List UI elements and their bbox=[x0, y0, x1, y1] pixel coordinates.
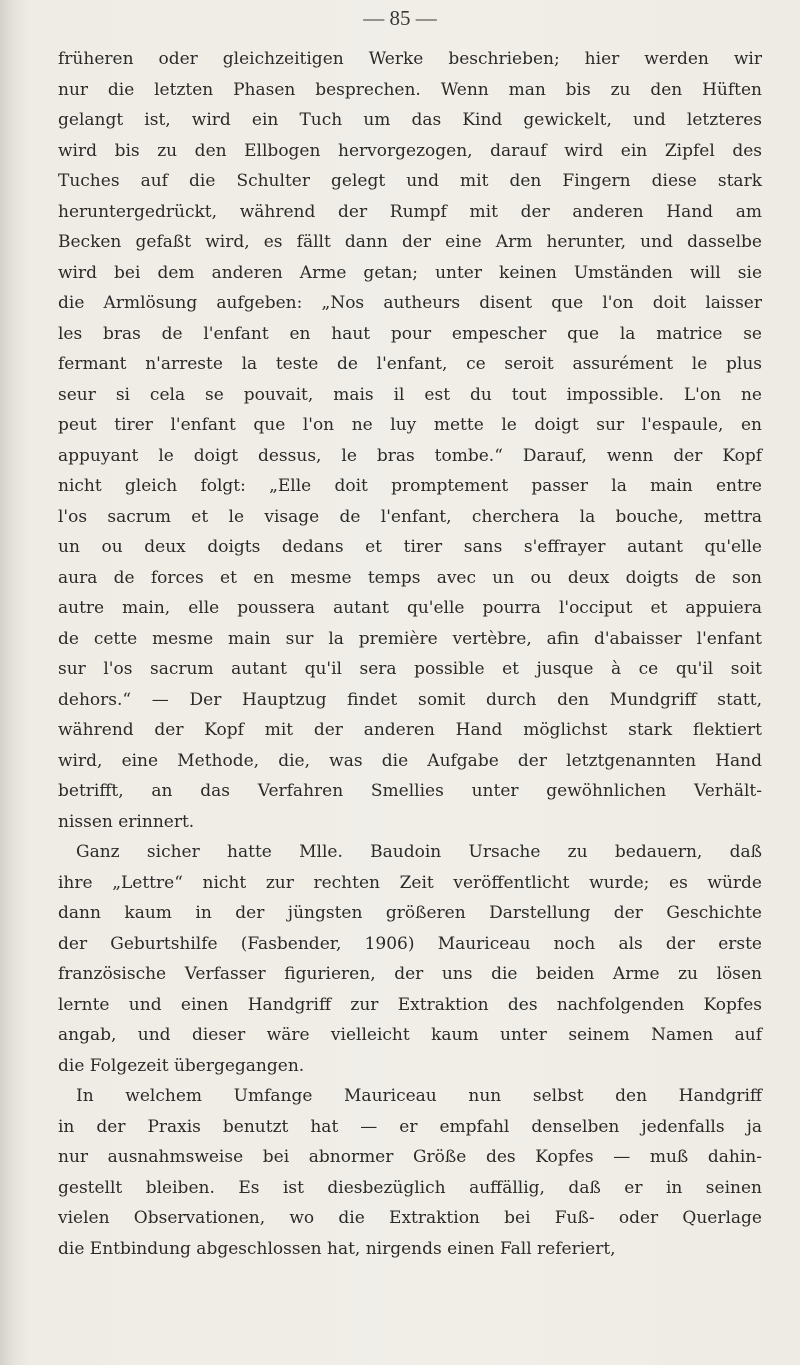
text-line: heruntergedrückt, während der Rumpf mit der anderen Hand am bbox=[58, 201, 762, 222]
text-line: gelangt ist, wird ein Tuch um das Kind gewickelt, und letzteres bbox=[58, 110, 762, 130]
text-line: in der Praxis benutzt hat — er empfahl denselben jedenfalls ja bbox=[58, 1116, 762, 1137]
text-line: betrifft, an das Verfahren Smellies unter gewöhnlichen Verhält- bbox=[58, 781, 762, 801]
text-line: les bras de l'enfant en haut pour empescher que la matrice se bbox=[58, 323, 762, 344]
text-line: wird bis zu den Ellbogen hervorgezogen, darauf wird ein Zipfel des bbox=[58, 140, 762, 161]
text-line: vielen Observationen, wo die Extraktion bei Fuß- oder Querlage bbox=[58, 1208, 762, 1228]
text-line: die Entbindung abgeschlossen hat, nirgends einen Fall referiert, bbox=[58, 1238, 616, 1259]
text-line: aura de forces et en mesme temps avec un ou deux doigts de son bbox=[58, 567, 762, 588]
text-line: peut tirer l'enfant que l'on ne luy mette le doigt sur l'espaule, en bbox=[58, 415, 762, 435]
text-line: gestellt bleiben. Es ist diesbezüglich auffällig, daß er in seinen bbox=[58, 1177, 762, 1198]
text-line: wird bei dem anderen Arme getan; unter keinen Umständen will sie bbox=[58, 262, 762, 283]
text-line: Tuches auf die Schulter gelegt und mit den Fingern diese stark bbox=[58, 171, 762, 191]
text-line: l'os sacrum et le visage de l'enfant, cherchera la bouche, mettra bbox=[58, 506, 762, 527]
text-line: In welchem Umfange Mauriceau nun selbst den Handgriff bbox=[76, 1086, 762, 1106]
text-line: ihre „Lettre“ nicht zur rechten Zeit veröffentlicht wurde; es würde bbox=[58, 872, 762, 893]
body-text bbox=[58, 44, 762, 1264]
text-line: sur l'os sacrum autant qu'il sera possible et jusque à ce qu'il soit bbox=[58, 659, 762, 679]
text-line: während der Kopf mit der anderen Hand möglichst stark flektiert bbox=[58, 720, 762, 740]
text-line: nur ausnahmsweise bei abnormer Größe des Kopfes — muß dahin- bbox=[58, 1147, 762, 1167]
text-line: die Armlösung aufgeben: „Nos autheurs disent que l'on doit laisser bbox=[58, 293, 762, 313]
text-line: dehors.“ — Der Hauptzug findet somit durch den Mundgriff statt, bbox=[58, 689, 762, 710]
text-line: Ganz sicher hatte Mlle. Baudoin Ursache zu bedauern, daß bbox=[76, 842, 762, 862]
text-line: angab, und dieser wäre vielleicht kaum unter seinem Namen auf bbox=[58, 1025, 762, 1045]
text-line: lernte und einen Handgriff zur Extraktion des nachfolgenden Kopfes bbox=[58, 994, 762, 1015]
text-line: die Folgezeit übergegangen. bbox=[58, 1055, 305, 1076]
text-line: un ou deux doigts dedans et tirer sans s'effrayer autant qu'elle bbox=[58, 537, 762, 557]
text-line: seur si cela se pouvait, mais il est du tout impossible. L'on ne bbox=[58, 384, 762, 405]
text-line: der Geburtshilfe (Fasbender, 1906) Mauriceau noch als der erste bbox=[58, 933, 762, 954]
text-line: fermant n'arreste la teste de l'enfant, ce seroit assurément le plus bbox=[58, 354, 762, 374]
text-line: autre main, elle poussera autant qu'elle pourra l'occiput et appuiera bbox=[58, 598, 762, 618]
text-line: wird, eine Methode, die, was die Aufgabe der letztgenannten Hand bbox=[58, 750, 762, 771]
text-line: dann kaum in der jüngsten größeren Darstellung der Geschichte bbox=[58, 903, 762, 923]
text-line: de cette mesme main sur la première vertèbre, afin d'abaisser l'enfant bbox=[58, 628, 762, 649]
page-number: — 85 — bbox=[363, 6, 437, 30]
text-line: appuyant le doigt dessus, le bras tombe.“ Darauf, wenn der Kopf bbox=[58, 445, 762, 466]
text-line: früheren oder gleichzeitigen Werke beschrieben; hier werden wir bbox=[58, 49, 762, 69]
text-line: französische Verfasser figurieren, der uns die beiden Arme zu lösen bbox=[58, 964, 762, 984]
text-line: nur die letzten Phasen besprechen. Wenn man bis zu den Hüften bbox=[58, 79, 762, 100]
text-line: Becken gefaßt wird, es fällt dann der eine Arm herunter, und dasselbe bbox=[58, 232, 762, 252]
text-line: nicht gleich folgt: „Elle doit promptement passer la main entre bbox=[58, 476, 762, 496]
text-line: nissen erinnert. bbox=[58, 811, 195, 832]
